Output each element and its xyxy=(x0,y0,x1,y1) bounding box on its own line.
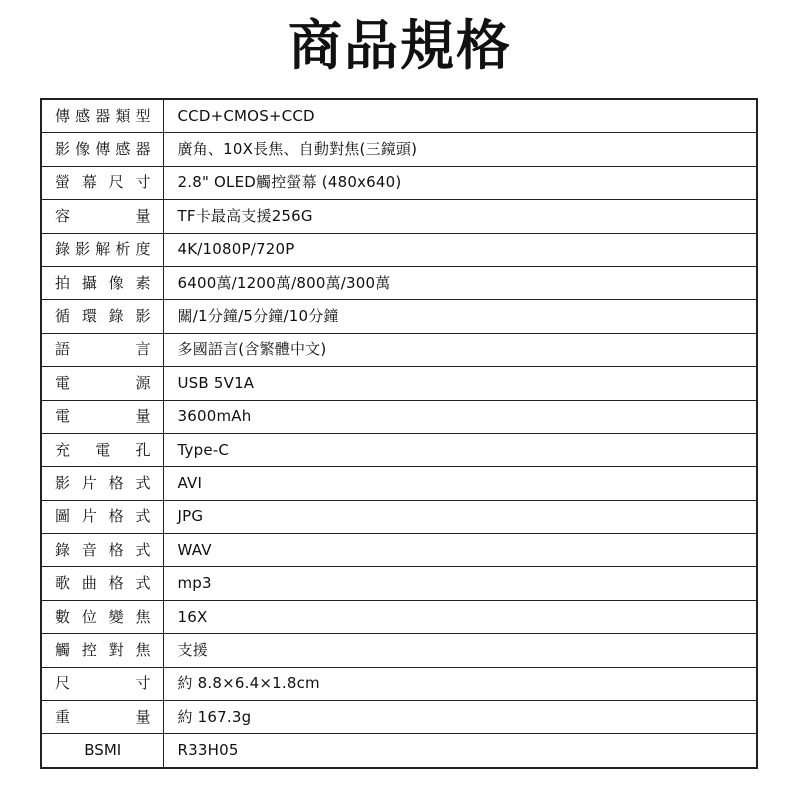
spec-label: 拍攝像素 xyxy=(41,266,163,299)
spec-value: JPG xyxy=(163,500,757,533)
spec-value: 6400萬/1200萬/800萬/300萬 xyxy=(163,266,757,299)
spec-label: 傳感器類型 xyxy=(41,99,163,133)
spec-label: 錄音格式 xyxy=(41,534,163,567)
spec-row-image-sensor xyxy=(41,133,757,166)
spec-value: mp3 xyxy=(163,567,757,600)
spec-value: 16X xyxy=(163,600,757,633)
spec-value: 關/1分鐘/5分鐘/10分鐘 xyxy=(163,300,757,333)
spec-value: 3600mAh xyxy=(163,400,757,433)
spec-row-screen-size xyxy=(41,166,757,199)
spec-label: 數位變焦 xyxy=(41,600,163,633)
spec-label: 螢幕尺寸 xyxy=(41,166,163,199)
spec-value: TF卡最高支援256G xyxy=(163,200,757,233)
spec-label: 影像傳感器 xyxy=(41,133,163,166)
spec-row-capacity xyxy=(41,200,757,233)
spec-label: 影片格式 xyxy=(41,467,163,500)
spec-label: 歌曲格式 xyxy=(41,567,163,600)
spec-label: 觸控對焦 xyxy=(41,634,163,667)
spec-row-photo-pixels xyxy=(41,266,757,299)
spec-row-dimensions xyxy=(41,667,757,700)
spec-row-music-format xyxy=(41,567,757,600)
spec-row-audio-format xyxy=(41,534,757,567)
spec-value: 2.8" OLED觸控螢幕 (480x640) xyxy=(163,166,757,199)
spec-row-digital-zoom xyxy=(41,600,757,633)
spec-label: 充電孔 xyxy=(41,433,163,466)
spec-row-bsmi xyxy=(41,734,757,768)
spec-row-charging-port xyxy=(41,433,757,466)
spec-value: 廣角、10X長焦、自動對焦(三鏡頭) xyxy=(163,133,757,166)
spec-label: 語言 xyxy=(41,333,163,366)
spec-value: R33H05 xyxy=(163,734,757,768)
spec-label: 圖片格式 xyxy=(41,500,163,533)
spec-row-touch-focus xyxy=(41,634,757,667)
spec-value: USB 5V1A xyxy=(163,367,757,400)
spec-label: BSMI xyxy=(41,734,163,768)
spec-value: CCD+CMOS+CCD xyxy=(163,99,757,133)
spec-value: WAV xyxy=(163,534,757,567)
spec-label: 尺寸 xyxy=(41,667,163,700)
spec-row-language xyxy=(41,333,757,366)
spec-value: Type-C xyxy=(163,433,757,466)
spec-label: 重量 xyxy=(41,701,163,734)
spec-value: 支援 xyxy=(163,634,757,667)
page-title: 商品規格 xyxy=(288,14,512,77)
spec-row-image-format xyxy=(41,500,757,533)
spec-row-weight xyxy=(41,701,757,734)
spec-table xyxy=(40,98,758,769)
spec-value: 約 167.3g xyxy=(163,701,757,734)
spec-row-video-format xyxy=(41,467,757,500)
spec-row-video-resolution xyxy=(41,233,757,266)
spec-label: 循環錄影 xyxy=(41,300,163,333)
spec-row-loop-recording xyxy=(41,300,757,333)
spec-label: 錄影解析度 xyxy=(41,233,163,266)
spec-label: 電量 xyxy=(41,400,163,433)
spec-value: 約 8.8×6.4×1.8cm xyxy=(163,667,757,700)
spec-value: 4K/1080P/720P xyxy=(163,233,757,266)
spec-value: AVI xyxy=(163,467,757,500)
spec-value: 多國語言(含繁體中文) xyxy=(163,333,757,366)
spec-row-power-supply xyxy=(41,367,757,400)
spec-row-battery xyxy=(41,400,757,433)
spec-row-sensor-type xyxy=(41,99,757,133)
spec-label: 電源 xyxy=(41,367,163,400)
spec-label: 容量 xyxy=(41,200,163,233)
